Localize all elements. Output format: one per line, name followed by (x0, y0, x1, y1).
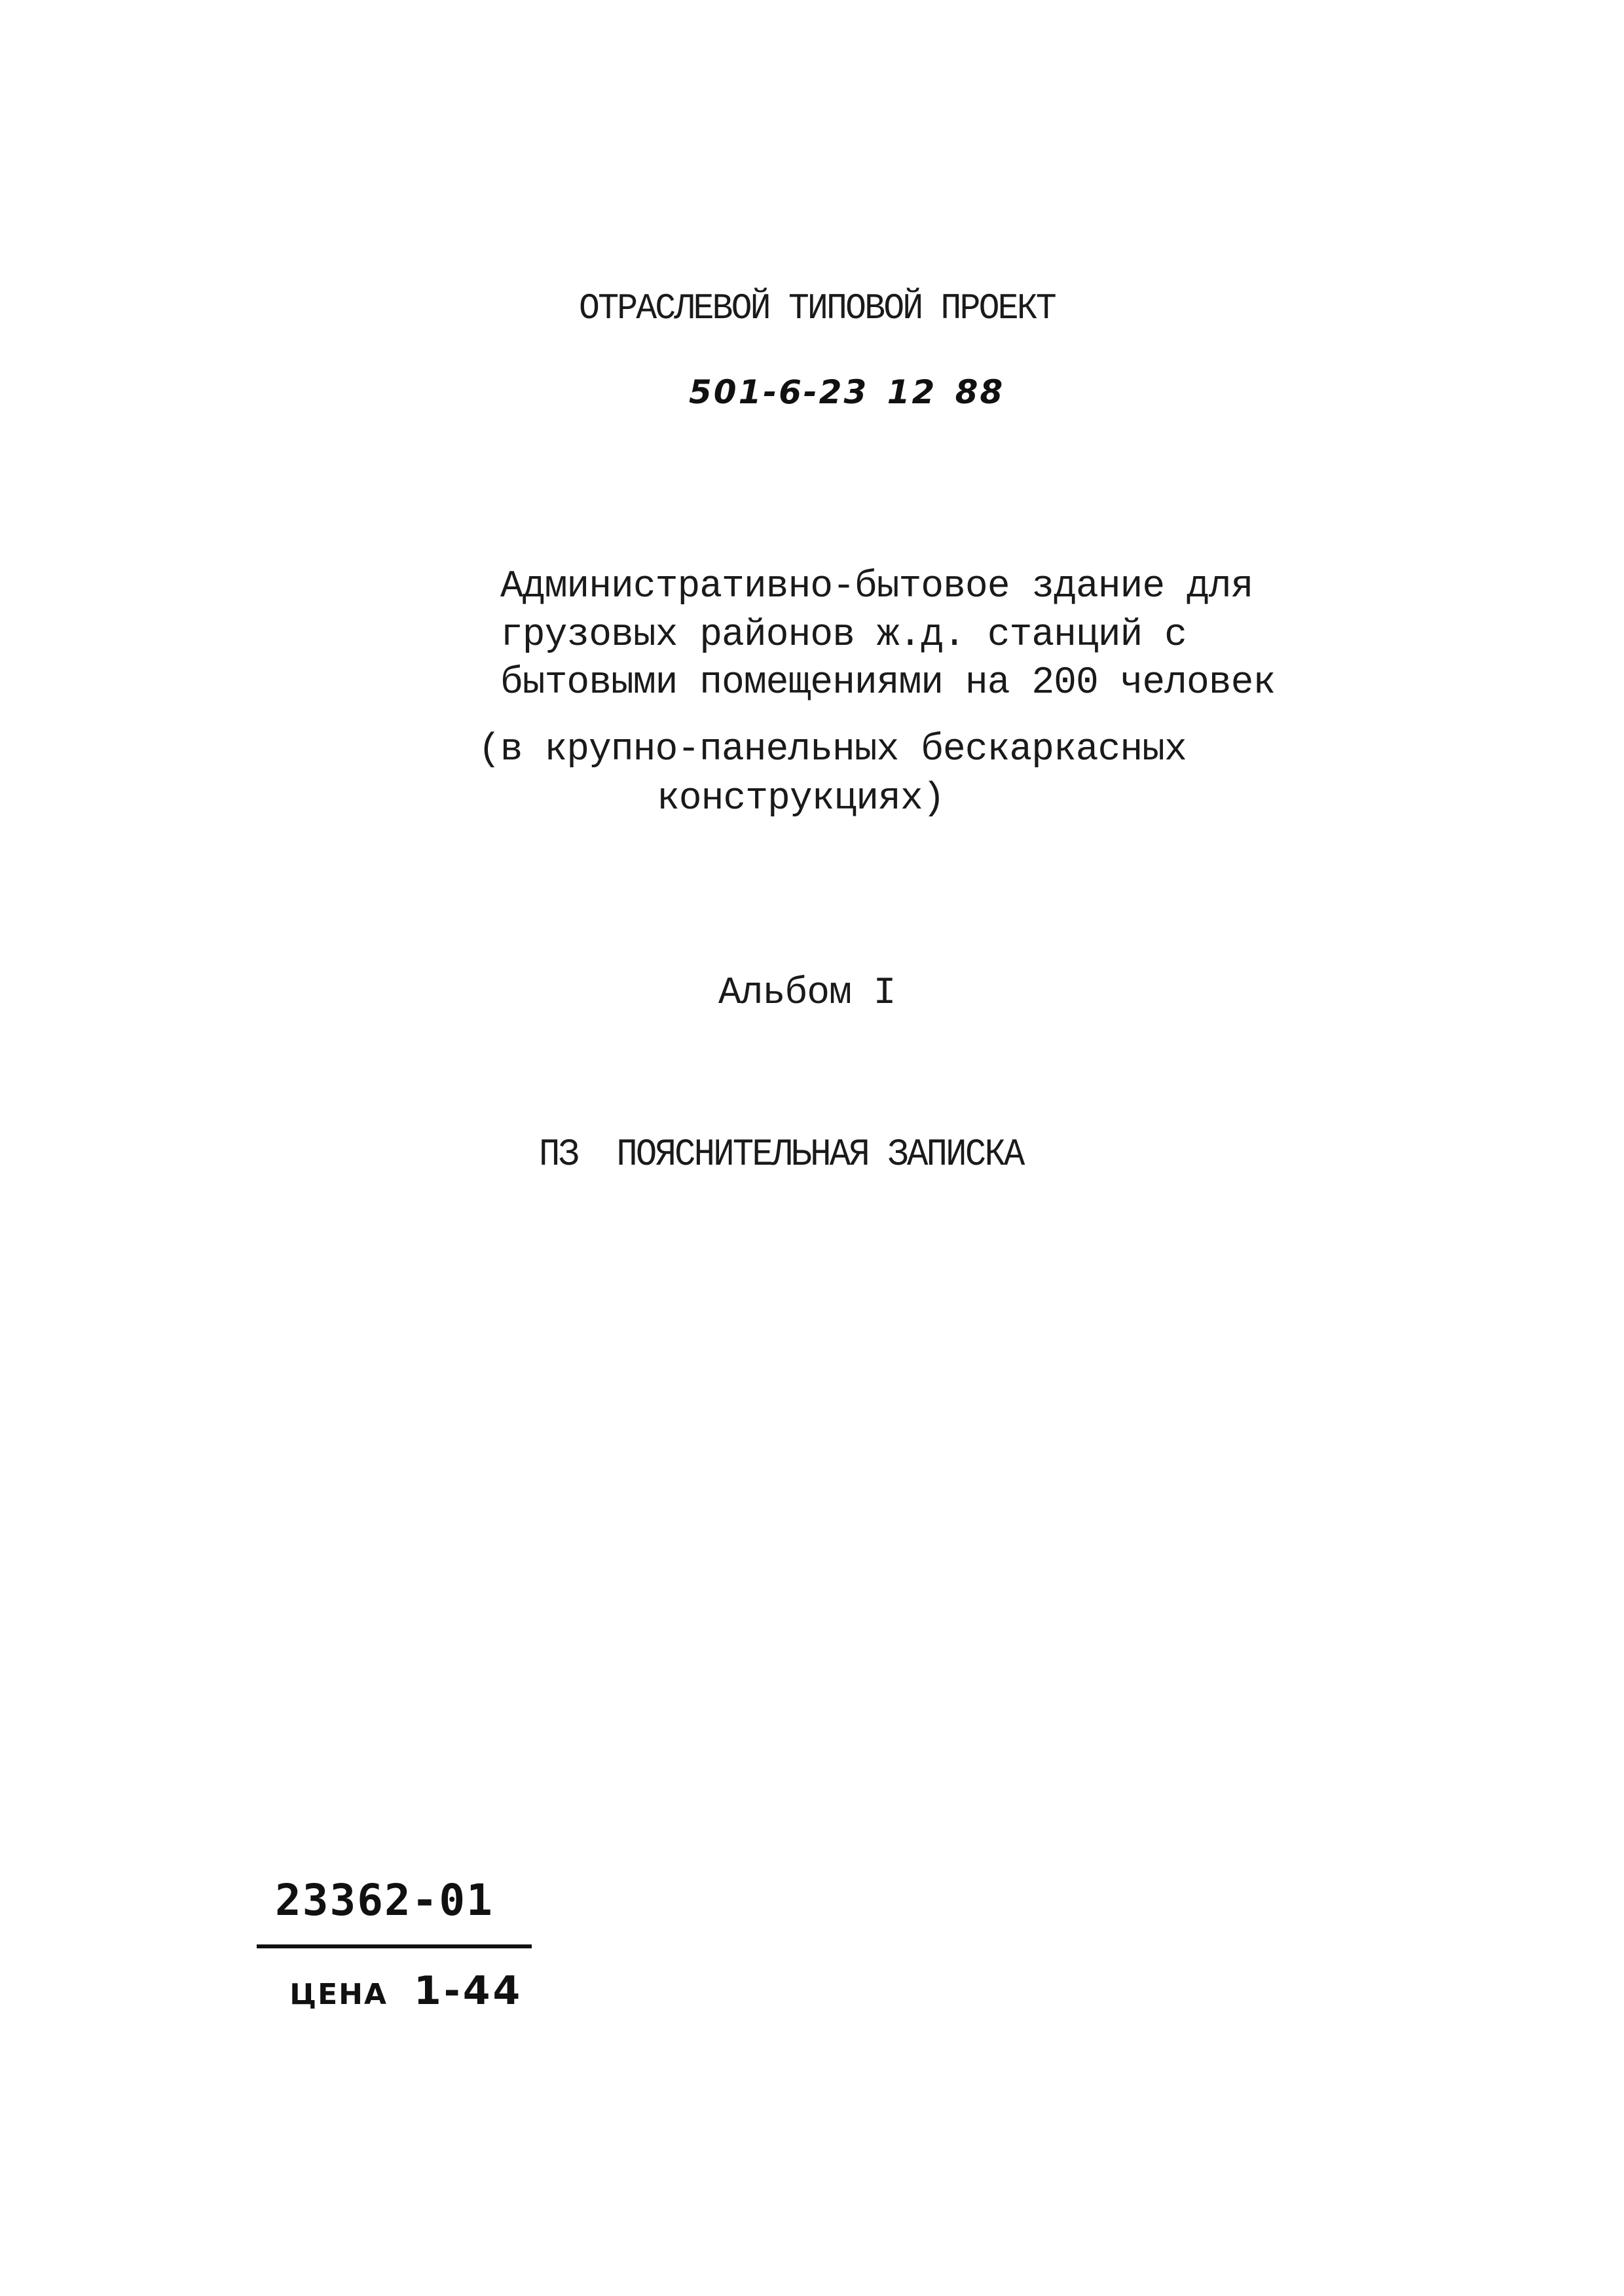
price-stamp (275, 1961, 523, 2021)
project-code: 501-6-23 12 88 (689, 373, 1005, 411)
description-line: конструкциях) (657, 778, 945, 820)
description-line: (в крупно-панельных бескаркасных (478, 729, 1187, 771)
album-label: Альбом I (718, 972, 896, 1015)
description-line: Административно-бытовое здание для (500, 566, 1253, 608)
document-header-title: ОТРАСЛЕВОЙ ТИПОВОЙ ПРОЕКТ (579, 287, 1055, 329)
description-line: бытовыми помещениями на 200 человек (500, 662, 1276, 704)
price-value: 1-44 (414, 1968, 523, 2014)
inventory-number: 23362-01 (275, 1875, 494, 1925)
section-label: ПЗ ПОЯСНИТЕЛЬНАЯ ЗАПИСКА (539, 1134, 1024, 1176)
stamp-underline (257, 1944, 532, 1948)
description-line: грузовых районов ж.д. станций с (500, 614, 1187, 657)
price-label: ЦЕНА (289, 1978, 388, 2011)
